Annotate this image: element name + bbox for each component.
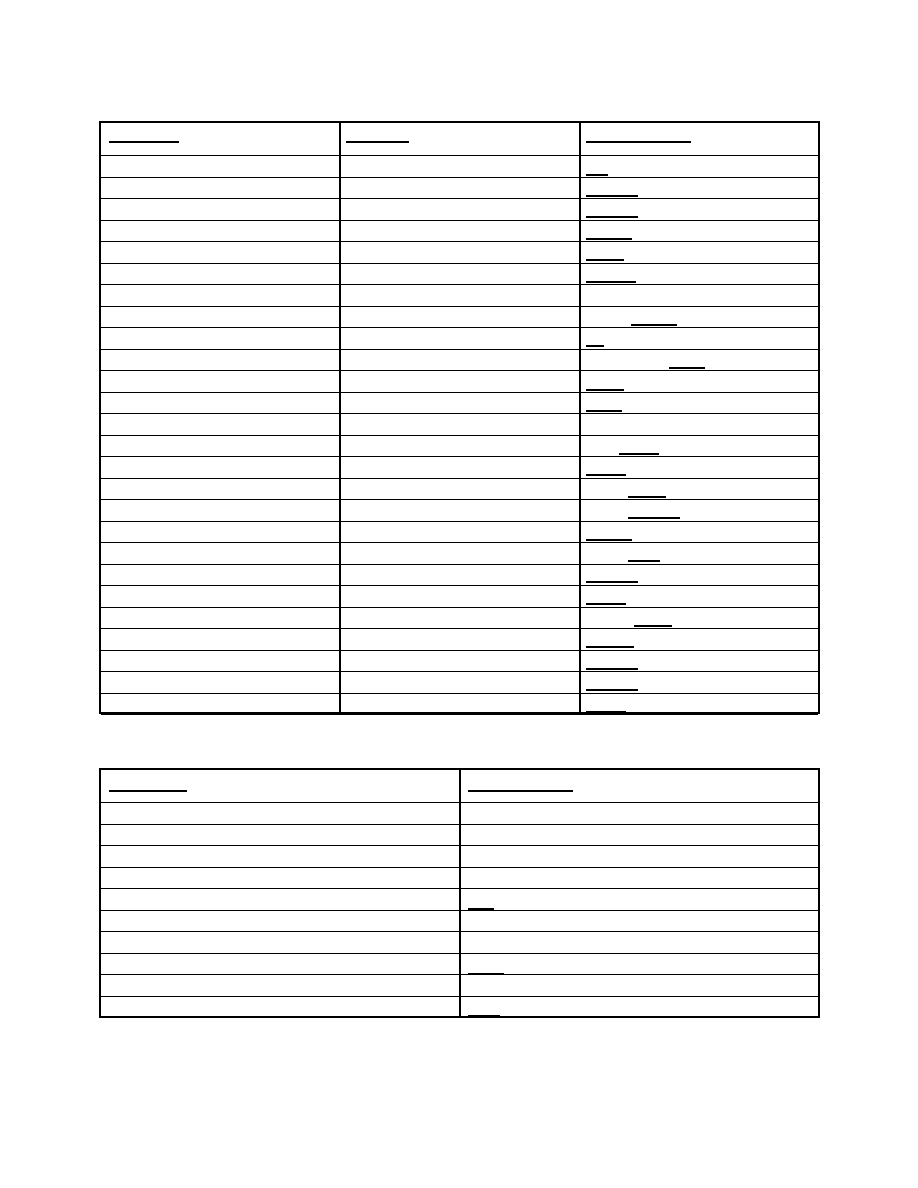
underline-mark xyxy=(346,141,409,143)
table-row xyxy=(101,156,818,178)
underline-mark xyxy=(586,603,626,605)
underline-mark xyxy=(586,345,604,347)
table-row xyxy=(101,651,818,672)
underline-mark xyxy=(586,281,636,283)
table-row xyxy=(101,565,818,586)
underline-mark xyxy=(586,238,632,240)
table-row xyxy=(101,694,818,715)
underline-mark xyxy=(586,174,608,176)
underline-mark xyxy=(586,389,624,391)
underline-mark xyxy=(628,496,666,498)
underline-mark xyxy=(586,216,638,218)
table-row xyxy=(101,264,818,285)
underline-mark xyxy=(586,141,691,143)
table-row xyxy=(101,221,818,242)
underline-mark xyxy=(669,367,705,369)
table-row xyxy=(101,672,818,694)
table-row xyxy=(101,328,818,350)
underline-mark xyxy=(468,908,494,910)
column-divider xyxy=(459,770,461,1016)
table-row xyxy=(101,393,818,414)
underline-mark xyxy=(586,410,622,412)
table-row xyxy=(101,457,818,479)
table-row xyxy=(101,178,818,199)
underline-mark xyxy=(586,195,638,197)
underline-mark xyxy=(586,668,638,670)
table-row xyxy=(101,307,818,328)
underline-mark xyxy=(468,973,504,975)
underline-mark xyxy=(586,474,626,476)
underline-mark xyxy=(628,517,680,519)
column-divider xyxy=(339,123,341,712)
underline-mark xyxy=(586,259,624,261)
underline-mark xyxy=(468,790,573,792)
underline-mark xyxy=(628,560,660,562)
table-row xyxy=(101,586,818,608)
table-row xyxy=(101,522,818,543)
table-row xyxy=(101,500,818,522)
underline-mark xyxy=(586,539,632,541)
lower-table xyxy=(99,768,820,1018)
underline-mark xyxy=(468,1015,500,1017)
underline-mark xyxy=(634,625,672,627)
underline-mark xyxy=(586,581,638,583)
column-divider xyxy=(579,123,581,712)
table-row xyxy=(101,199,818,221)
underline-mark xyxy=(109,790,187,792)
table-row xyxy=(101,414,818,436)
table-row xyxy=(101,479,818,500)
table-header-row xyxy=(101,123,818,156)
table-row xyxy=(101,629,818,651)
table-row xyxy=(101,608,818,629)
underline-mark xyxy=(619,453,659,455)
table-row xyxy=(101,285,818,307)
table-row xyxy=(101,543,818,565)
table-row xyxy=(101,371,818,393)
table-row xyxy=(101,436,818,457)
underline-mark xyxy=(586,689,638,691)
underline-mark xyxy=(586,646,634,648)
table-row xyxy=(101,242,818,264)
table-row xyxy=(101,350,818,371)
underline-mark xyxy=(631,324,677,326)
underline-mark xyxy=(109,141,179,143)
underline-mark xyxy=(586,711,626,713)
upper-table xyxy=(99,121,820,714)
